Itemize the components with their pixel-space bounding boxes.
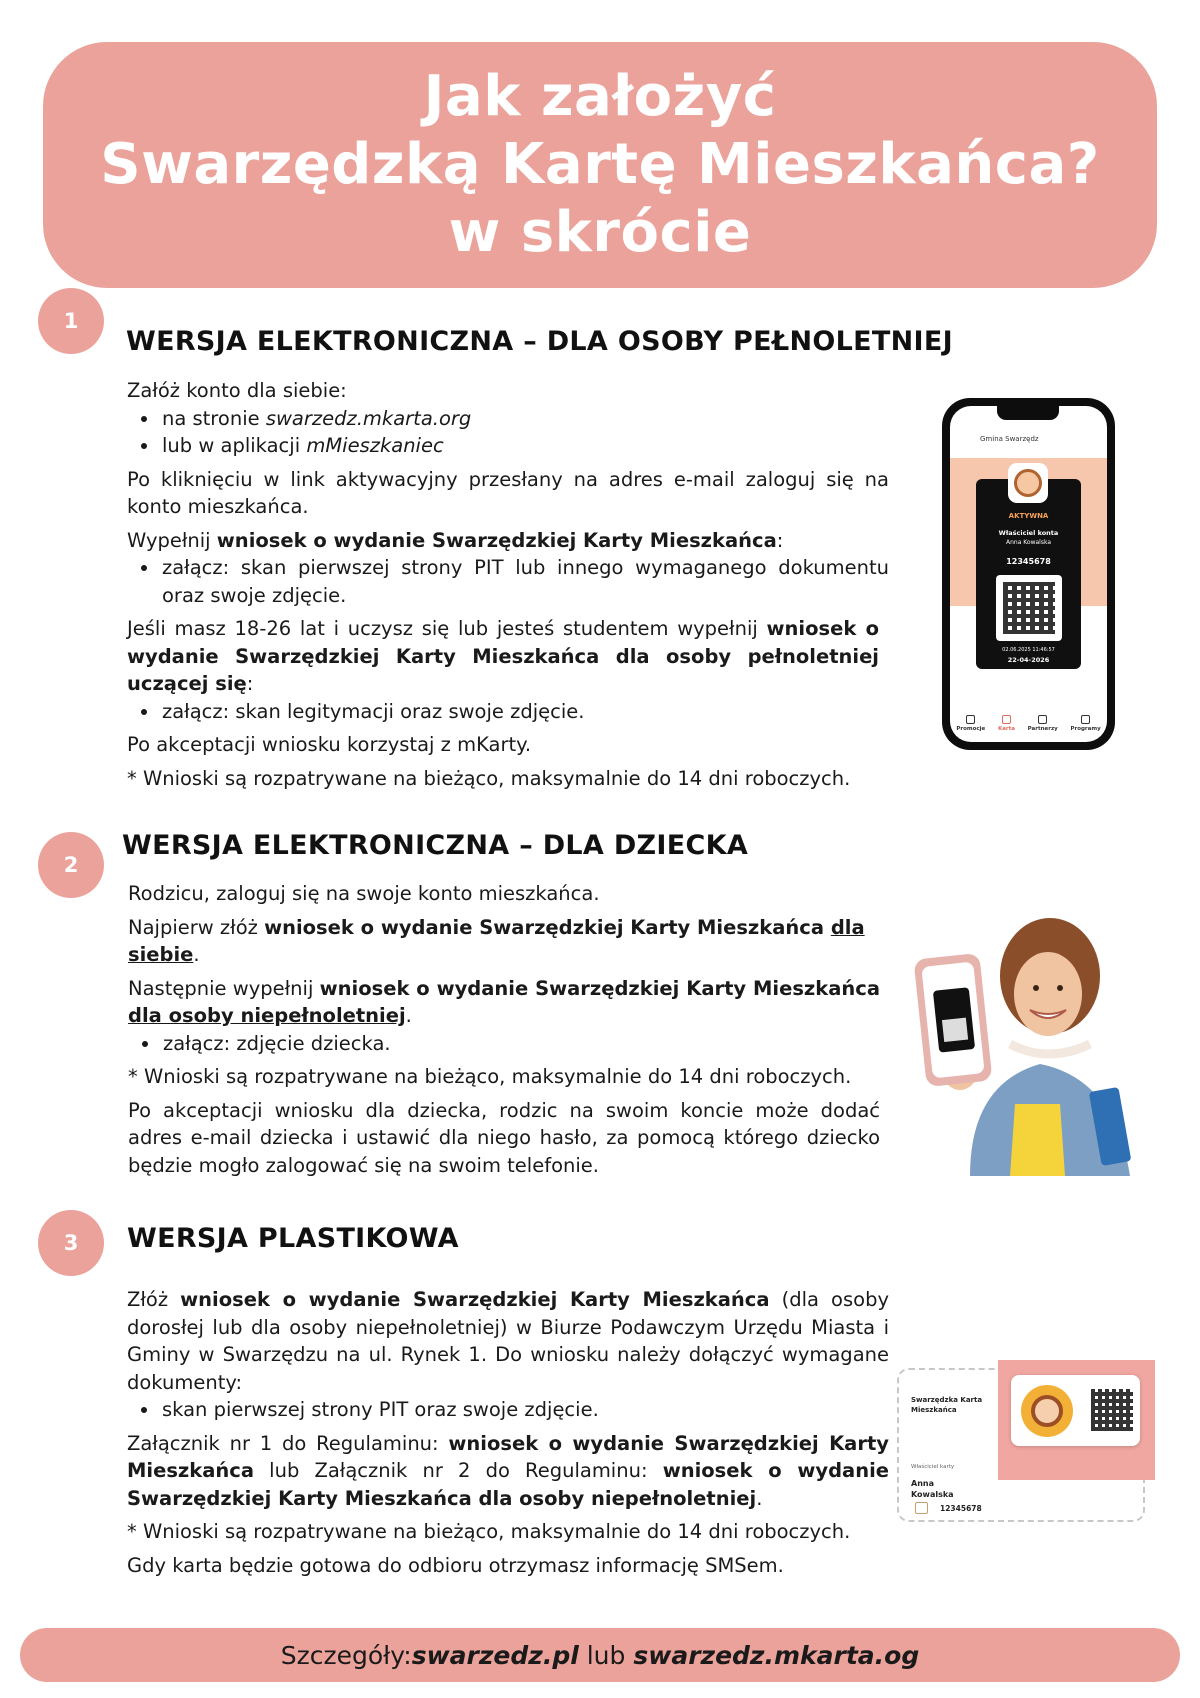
text-span: . xyxy=(756,1486,763,1510)
form-name: wniosek o wydanie Swarzędzkiej Karty Mieszkańca xyxy=(180,1288,770,1311)
text-span: Jeśli masz 18-26 lat i uczysz się lub jesteś studentem wypełnij xyxy=(127,617,767,640)
section-2-login-text: Rodzicu, zaloguj się na swoje konto mieszkańca. xyxy=(128,882,600,905)
handshake-icon xyxy=(1038,715,1047,724)
form-target: dla osoby niepełnoletniej xyxy=(128,1004,406,1027)
card-owner-label: Właściciel konta xyxy=(998,529,1059,537)
footer-link-mkarta[interactable]: swarzedz.mkarta.og xyxy=(633,1640,920,1670)
section-2-child-login-text: Po akceptacji wniosku dla dziecka, rodzic na swoim koncie może dodać adres e-mail dziecka i ustawić dla niego hasło, za pomocą którego dziecko będzie mogło zalogować się na swoim telefonie. xyxy=(128,1098,880,1177)
section-1-account-list xyxy=(127,405,889,460)
website-link[interactable]: swarzedz.mkarta.org xyxy=(265,406,472,430)
girl-with-phone-illustration xyxy=(900,914,1150,1176)
app-title: Gmina Swarzędz xyxy=(980,435,1039,443)
avatar-face-icon xyxy=(1031,1395,1063,1427)
section-3-office-text xyxy=(127,1286,889,1396)
footer-separator: lub xyxy=(578,1640,634,1670)
section-2-child-form-text xyxy=(128,975,880,1030)
phone-screen xyxy=(950,406,1107,742)
footer-link-swarzedz[interactable]: swarzedz.pl xyxy=(411,1640,579,1670)
text-span: Wypełnij xyxy=(127,528,217,552)
section-2-attachments xyxy=(128,1030,880,1058)
header-banner xyxy=(43,42,1157,288)
qr-code-icon xyxy=(1091,1389,1133,1431)
text-span: (dla osoby dorosłej lub dla osoby niepełnoletniej) w Biurze Podawczym Urzędu Miasta i Gminy w Swarzędzu na ul. Rynek 1. Do wniosku należy dołączyć wymagane dokumenty: xyxy=(127,1288,889,1394)
nav-item-partnerzy[interactable] xyxy=(1028,715,1058,732)
tag-icon xyxy=(966,715,975,724)
phone-mockup xyxy=(942,398,1115,750)
section-3-body xyxy=(127,1286,889,1585)
plastic-card-number: 12345678 xyxy=(940,1504,982,1513)
list-item xyxy=(127,405,889,433)
nav-label: Promocje xyxy=(956,726,986,732)
footer-banner xyxy=(20,1628,1180,1682)
plastic-card-owner-name: Anna Kowalska xyxy=(911,1479,954,1499)
list-item-text: lub w aplikacji xyxy=(162,434,307,457)
form-name: wniosek o wydanie Swarzędzkiej Karty Mieszkańca xyxy=(216,528,777,552)
form-name: wniosek o wydanie Swarzędzkiej Karty Mieszkańca dla osoby niepełnoletniej xyxy=(127,1459,890,1510)
section-3-regulation-text xyxy=(127,1430,889,1513)
list-item: załącz: zdjęcie dziecka. xyxy=(128,1030,880,1058)
list-item: załącz: skan pierwszej strony PIT lub innego wymaganego dokumentu oraz swoje zdjęcie. xyxy=(127,554,889,609)
nav-label: Karta xyxy=(997,726,1015,732)
page-title-line-2: Swarzędzką Kartę Mieszkańca? xyxy=(100,132,1100,197)
plastic-card-illustration xyxy=(897,1368,1145,1522)
page-title-line-3: w skrócie xyxy=(448,200,752,265)
card-status: AKTYWNA xyxy=(1008,512,1049,520)
form-name: wniosek o wydanie Swarzędzkiej Karty Mieszkańca dla osoby pełnoletniej uczącej się xyxy=(127,617,879,695)
list-item-text: na stronie xyxy=(162,406,266,430)
card-photo-panel xyxy=(1011,1375,1140,1446)
avatar-face-icon xyxy=(1014,469,1042,497)
section-1-title: WERSJA ELEKTRONICZNA – DLA OSOBY PEŁNOLETNIEJ xyxy=(126,326,953,357)
form-target: dla siebie xyxy=(128,915,865,966)
avatar xyxy=(1021,1385,1073,1437)
text-span: lub Załącznik nr 2 do Regulaminu: xyxy=(254,1459,663,1482)
section-1-body xyxy=(127,377,889,798)
section-1-student-attachments xyxy=(127,698,889,726)
section-1-note: * Wnioski są rozpatrywane na bieżąco, maksymalnie do 14 dni roboczych. xyxy=(127,766,851,790)
text-span: : xyxy=(776,528,784,552)
plastic-card-title: Swarzędzka Karta Mieszkańca xyxy=(911,1396,983,1414)
card-datetime: 02.06.2025 11:46:57 xyxy=(1002,647,1055,653)
card-owner-name: Anna Kowalska xyxy=(1005,539,1052,546)
nav-item-karta[interactable] xyxy=(998,715,1015,732)
nav-item-programy[interactable] xyxy=(1070,715,1100,732)
avatar xyxy=(1008,463,1048,503)
list-item: załącz: skan legitymacji oraz swoje zdjęcie. xyxy=(127,698,889,726)
app-bottom-nav xyxy=(950,715,1107,732)
section-1-activation-text: Po kliknięciu w link aktywacyjny przesłany na adres e-mail zaloguj się na konto mieszkańca. xyxy=(127,467,889,518)
gift-icon xyxy=(915,1502,928,1514)
form-name: wniosek o wydanie Swarzędzkiej Karty Mieszkańca xyxy=(319,976,880,1000)
list-item xyxy=(127,432,889,460)
section-2-note: * Wnioski są rozpatrywane na bieżąco, maksymalnie do 14 dni roboczych. xyxy=(128,1065,852,1088)
section-1-intro: Załóż konto dla siebie: xyxy=(127,379,347,402)
text-span: : xyxy=(246,672,254,695)
footer-prefix: Szczegóły: xyxy=(280,1640,412,1670)
text-span: Najpierw złóż xyxy=(128,915,265,939)
qr-code-icon xyxy=(996,575,1062,641)
text-span: Następnie wypełnij xyxy=(128,976,320,1000)
section-1-form-attachments xyxy=(127,554,889,609)
section-2-number: 2 xyxy=(38,832,104,898)
gift-icon xyxy=(1081,715,1090,724)
section-1-after-acceptance: Po akceptacji wniosku korzystaj z mKarty. xyxy=(127,733,532,756)
digital-card xyxy=(976,479,1081,669)
section-2-body xyxy=(128,880,880,1185)
card-icon xyxy=(1002,715,1011,724)
section-3-number: 3 xyxy=(38,1210,104,1276)
section-3-note: * Wnioski są rozpatrywane na bieżąco, maksymalnie do 14 dni roboczych. xyxy=(127,1520,851,1543)
app-name: mMieszkaniec xyxy=(306,434,444,457)
text-span: Załącznik nr 1 do Regulaminu: xyxy=(127,1431,449,1455)
nav-label: Partnerzy xyxy=(1027,726,1058,732)
section-1-student-text xyxy=(127,615,879,698)
section-1-form-text xyxy=(127,527,889,555)
text-span: . xyxy=(405,1004,412,1027)
nav-label: Programy xyxy=(1070,726,1101,732)
section-2-own-form-text xyxy=(128,914,880,969)
section-3-title: WERSJA PLASTIKOWA xyxy=(127,1223,459,1254)
nav-item-promocje[interactable] xyxy=(956,715,985,732)
card-expiry: 22-04-2026 xyxy=(1007,656,1050,664)
phone-notch xyxy=(997,406,1059,420)
page-title-line-1: Jak założyć xyxy=(423,64,777,129)
list-item: skan pierwszej strony PIT oraz swoje zdjęcie. xyxy=(127,1396,889,1424)
text-span: Złóż xyxy=(127,1288,181,1311)
form-name: wniosek o wydanie Swarzędzkiej Karty Mieszkańca xyxy=(127,1431,889,1482)
section-2-title: WERSJA ELEKTRONICZNA – DLA DZIECKA xyxy=(122,830,749,861)
form-name: wniosek o wydanie Swarzędzkiej Karty Mieszkańca xyxy=(264,915,831,939)
text-span: . xyxy=(193,943,200,966)
section-3-sms-text: Gdy karta będzie gotowa do odbioru otrzymasz informację SMSem. xyxy=(127,1553,784,1577)
plastic-card-owner-label: Właściciel karty xyxy=(911,1464,955,1470)
section-1-number: 1 xyxy=(38,288,104,354)
section-3-attachments xyxy=(127,1396,889,1424)
card-number: 12345678 xyxy=(1006,557,1051,566)
